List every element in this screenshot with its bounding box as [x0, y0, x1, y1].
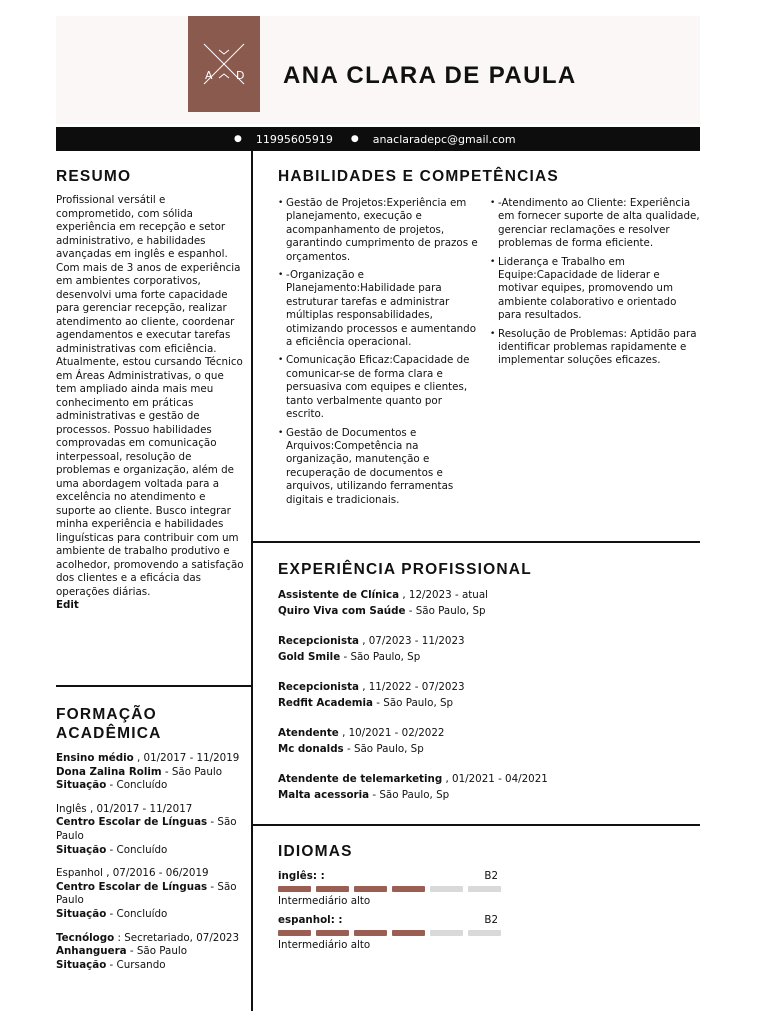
bullet-icon: ●	[234, 134, 242, 144]
language-level-bar	[278, 886, 501, 892]
education-dates: , 07/2016 - 06/2019	[102, 867, 209, 880]
language-description: Intermediário alto	[278, 939, 371, 951]
habilidades-title: HABILIDADES E COMPETÊNCIAS	[278, 168, 559, 185]
job-dates: , 10/2021 - 02/2022	[338, 727, 445, 739]
job-role: Assistente de Clínica	[278, 589, 400, 601]
experience-item	[278, 680, 678, 711]
language-name: inglês: :	[278, 870, 325, 882]
language-level: B2	[484, 870, 498, 882]
job-company: Malta acessoria	[278, 788, 370, 801]
experience-item	[278, 634, 678, 665]
level-segment-filled	[392, 930, 425, 936]
education-course: Tecnólogo	[56, 931, 115, 944]
level-segment-empty	[468, 886, 501, 892]
language-description: Intermediário alto	[278, 895, 371, 907]
resumo-title: RESUMO	[56, 168, 132, 185]
email-address[interactable]: anaclaradepc@gmail.com	[372, 132, 516, 146]
education-location: - São Paulo	[56, 880, 237, 907]
experiencia-title: EXPERIÊNCIA PROFISSIONAL	[278, 561, 532, 578]
education-course: Espanhol	[56, 867, 103, 880]
level-segment-filled	[392, 886, 425, 892]
resumo-text: Profissional versátil e comprometido, com sólida experiência em recepção e setor administrativo, e habilidades avançadas em inglês e espanhol. Com mais de 3 anos de experiência em ambientes corporativos, desenvolvi uma forte capacidade para gerenciar recepção, realizar atendimento ao cliente, coordenar agendamentos e executar tarefas administrativas com eficiência. Atualmente, estou cursando Técnico em Áreas Administrativas, o que tem ampliado ainda mais meu conhecimento em práticas administrativas e gestão de processos. Possuo habilidades comprovadas em comunicação interpessoal, resolução de problemas e organização, além de uma abordagem voltada para a excelência no atendimento e suporte ao cliente. Busco integrar minha experiência e habilidades linguísticas para contribuir com um ambiente de trabalho produtivo e acolhedor, promovendo a satisfação dos clientes e a eficácia das operações diárias.	[56, 194, 244, 598]
job-dates: , 01/2021 - 04/2021	[442, 773, 548, 785]
job-dates: , 07/2023 - 11/2023	[358, 635, 465, 647]
skill-item: • -Organização e Planejamento:Habilidade para estruturar tarefas e administrar múltiplas responsabilidades, otimizando processos e aumentando a eficiência operacional.	[278, 269, 478, 349]
resumo-text-block	[56, 194, 244, 613]
candidate-name: ANA CLARA DE PAULA	[283, 62, 577, 89]
language-level-bar	[278, 930, 501, 936]
skill-item: • Gestão de Documentos e Arquivos:Competência na organização, manutenção e recuperação de documentos e arquivos, utilizando ferramentas digitais e tradicionais.	[278, 427, 478, 507]
education-school: Dona Zalina Rolim	[56, 765, 162, 778]
education-location: - São Paulo	[56, 816, 237, 842]
experience-list	[278, 588, 678, 818]
resume-header	[56, 16, 700, 124]
contact-bar	[56, 127, 700, 151]
education-dates: , 01/2017 - 11/2019	[133, 752, 240, 764]
job-company: Gold Smile	[278, 650, 341, 663]
language-item	[278, 914, 500, 958]
skill-item: • -Atendimento ao Cliente: Experiência em fornecer suporte de alta qualidade, gerenciar reclamações e resolver problemas de forma eficiente.	[490, 197, 700, 251]
job-location: - São Paulo, Sp	[343, 742, 424, 755]
skills-list-right	[490, 197, 700, 373]
education-item	[56, 932, 244, 973]
education-status-label: Situação	[56, 843, 107, 856]
education-status-label: Situação	[56, 779, 107, 792]
job-role: Recepcionista	[278, 635, 359, 647]
level-segment-empty	[430, 930, 463, 936]
job-company: Mc donalds	[278, 742, 344, 755]
job-company: Redfit Academia	[278, 696, 374, 709]
level-segment-empty	[430, 886, 463, 892]
formacao-title: FORMAÇÃO ACADÊMICA	[56, 706, 162, 742]
job-location: - São Paulo, Sp	[373, 696, 454, 709]
section-divider	[252, 824, 700, 826]
education-item	[56, 867, 244, 921]
job-dates: , 12/2023 - atual	[399, 589, 488, 601]
job-location: - São Paulo, Sp	[340, 650, 421, 663]
formacao-list	[56, 752, 244, 982]
education-dates: , 01/2017 - 11/2017	[86, 802, 193, 815]
job-location: - São Paulo, Sp	[369, 788, 450, 801]
column-divider	[251, 151, 253, 1011]
job-role: Atendente de telemarketing	[278, 773, 443, 785]
job-role: Recepcionista	[278, 681, 359, 693]
experience-item	[278, 588, 678, 619]
education-course: Ensino médio	[56, 752, 134, 764]
level-segment-empty	[468, 930, 501, 936]
education-status-label: Situação	[56, 958, 107, 971]
idiomas-title: IDIOMAS	[278, 843, 353, 860]
edit-link[interactable]: Edit	[56, 599, 79, 611]
education-status: - Cursando	[106, 958, 166, 971]
education-school: Centro Escolar de Línguas	[56, 880, 208, 893]
education-location: - São Paulo	[126, 945, 188, 958]
job-company: Quiro Viva com Saúde	[278, 604, 406, 617]
education-status: - Concluído	[106, 907, 168, 920]
level-segment-filled	[354, 886, 387, 892]
level-segment-filled	[316, 886, 349, 892]
language-level: B2	[484, 914, 498, 926]
skill-item: • Resolução de Problemas: Aptidão para identificar problemas rapidamente e implementar soluções eficazes.	[490, 328, 700, 368]
education-item	[56, 803, 244, 857]
education-item	[56, 752, 244, 793]
job-dates: , 11/2022 - 07/2023	[358, 681, 465, 693]
experience-item	[278, 772, 678, 803]
level-segment-filled	[278, 886, 311, 892]
skill-item: • Comunicação Eficaz:Capacidade de comunicar-se de forma clara e persuasiva com equipes e clientes, tanto verbalmente quanto por escrito.	[278, 354, 478, 421]
monogram-letter-left: A	[205, 69, 213, 82]
monogram-cross-icon	[188, 16, 260, 112]
language-name: espanhol: :	[278, 914, 343, 926]
skill-item: • Gestão de Projetos:Experiência em planejamento, execução e acompanhamento de projetos, garantindo cumprimento de prazos e orçamentos.	[278, 197, 478, 264]
monogram-logo	[188, 16, 260, 112]
job-location: - São Paulo, Sp	[405, 604, 486, 617]
bullet-icon: ●	[350, 134, 359, 144]
phone-number: 11995605919	[255, 132, 333, 146]
skill-item: • Liderança e Trabalho em Equipe:Capacidade de liderar e motivar equipes, promovendo um ambiente colaborativo e orientado para resultados.	[490, 256, 700, 323]
education-course: Inglês	[56, 802, 87, 815]
education-status: - Concluído	[106, 843, 168, 856]
education-school: Centro Escolar de Línguas	[56, 816, 208, 829]
experience-item	[278, 726, 678, 757]
monogram-letter-right: D	[236, 69, 245, 82]
education-location: - São Paulo	[161, 765, 223, 778]
level-segment-filled	[316, 930, 349, 936]
job-role: Atendente	[278, 727, 339, 739]
education-dates: : Secretariado, 07/2023	[114, 931, 240, 944]
level-segment-filled	[354, 930, 387, 936]
languages-list	[278, 870, 500, 958]
education-status-label: Situação	[56, 907, 107, 920]
education-status: - Concluído	[106, 779, 168, 792]
education-school: Anhanguera	[56, 945, 127, 958]
language-item	[278, 870, 500, 914]
level-segment-filled	[278, 930, 311, 936]
skills-list-left	[278, 197, 478, 512]
section-divider	[56, 685, 252, 687]
section-divider	[252, 541, 700, 543]
